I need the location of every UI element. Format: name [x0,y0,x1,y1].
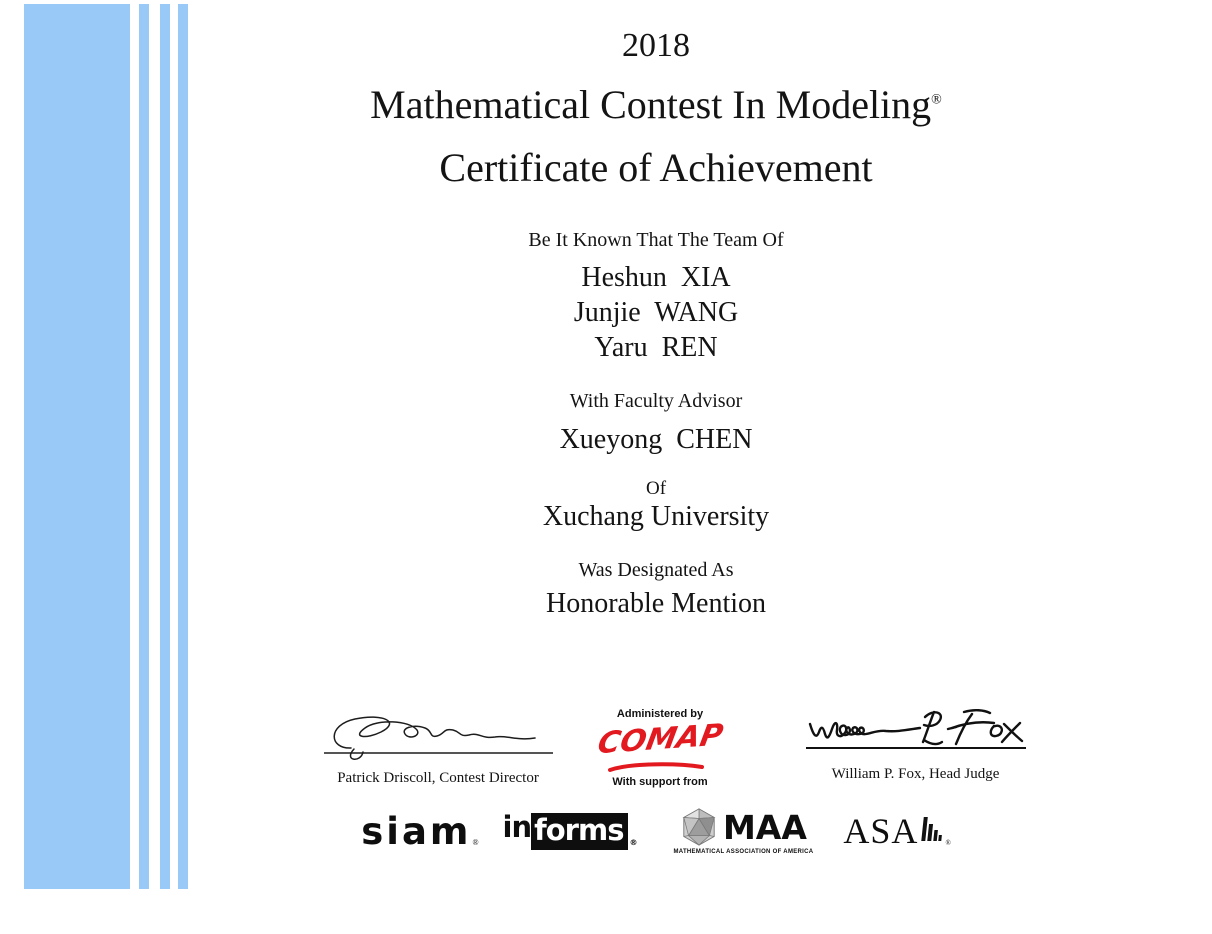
signature-block-contest-director [318,708,558,787]
team-member-2: Junjie WANG [573,296,739,328]
team-intro: Be It Known That The Team Of [528,228,784,251]
certificate-content [150,0,1162,621]
asa-registered-icon: ® [945,839,951,847]
signature-block-head-judge [798,704,1033,783]
support-from-label: With support from [612,776,708,788]
registered-mark: ® [931,92,942,108]
year: 2018 [622,27,690,64]
maa-logo [673,807,813,855]
sponsor-logos-row [150,803,1162,859]
asa-logo [843,813,950,849]
advisor-intro: With Faculty Advisor [569,389,743,412]
comap-swoosh-icon [606,761,706,773]
contest-title-text: Mathematical Contest In Modeling [370,81,932,127]
maa-caption: MATHEMATICAL ASSOCIATION OF AMERICA [673,849,814,855]
informs-registered-icon: ® [629,837,638,847]
siam-registered-icon: ® [472,837,479,847]
siam-logo-text: siam [361,809,472,853]
maa-logo-text: MAA [722,807,807,847]
maa-logo-row [680,807,807,847]
comap-logo-text: COMAP [594,717,726,762]
of-label: Of [645,477,667,499]
administration-block [594,708,726,788]
team-members [150,260,1162,365]
contest-title [150,81,1162,129]
maa-icosahedron-icon [680,807,718,847]
certificate-subtitle: Certificate of Achievement [439,144,873,190]
siam-logo [361,809,479,853]
informs-logo-text-in: in [502,809,532,844]
contest-director-signature-image [321,708,556,763]
left-blue-bar-thin-1 [139,4,149,889]
team-member-3: Yaru REN [594,331,718,363]
head-judge-signature-image [802,704,1030,759]
informs-logo-text-forms: forms [531,813,628,850]
designation: Honorable Mention [545,587,767,619]
head-judge-caption: William P. Fox, Head Judge [831,766,1000,782]
advisor-name: Xueyong CHEN [559,423,753,455]
contest-director-caption: Patrick Driscoll, Contest Director [337,770,539,786]
asa-logo-text: ASA [843,811,919,851]
designation-intro: Was Designated As [578,558,734,581]
left-blue-bar-wide [24,4,130,889]
informs-logo [502,809,638,850]
team-member-1: Heshun XIA [581,261,731,293]
administered-by-label: Administered by [616,708,704,720]
institution-name: Xuchang University [542,500,770,532]
comap-logo [594,717,726,775]
asa-bars-icon [920,815,944,847]
